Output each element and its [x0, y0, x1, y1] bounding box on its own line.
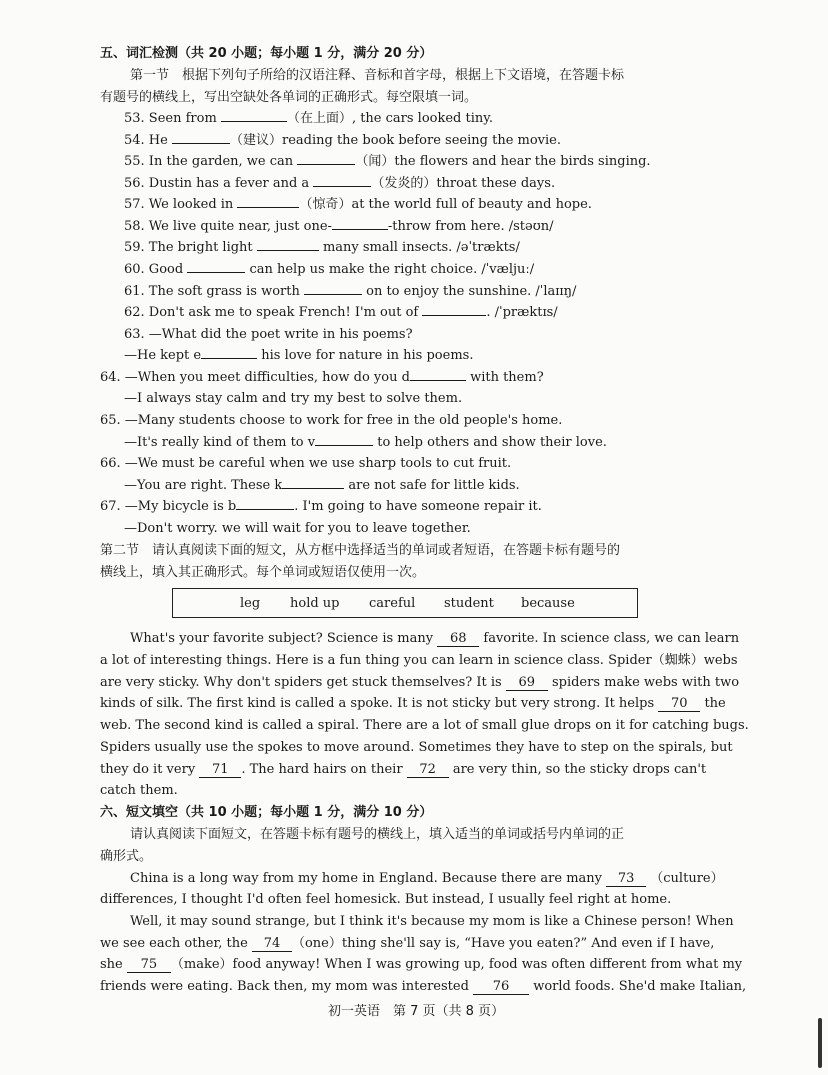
part1-instruction-line1: 第一节 根据下列句子所给的汉语注释、音标和首字母，根据上下文语境，在答题卡标: [130, 68, 625, 83]
question-55: 55. In the garden, we can （闻）the flowers and hear the birds singing.: [124, 154, 651, 169]
part1-instruction-line2: 有题号的横线上，写出空缺处各单词的正确形式。每空限填一词。: [100, 90, 478, 105]
answer-blank[interactable]: [221, 121, 287, 122]
passage1-line: kinds of silk. The first kind is called a spoke. It is not sticky but very strong. It helps 70 the: [100, 696, 726, 711]
passage2-line: she 75 （make）food anyway! When I was growing up, food was often different from what my: [100, 957, 743, 972]
question-59: 59. The bright light many small insects. /əˈtrækts/: [124, 240, 520, 255]
blank-71[interactable]: 71: [199, 763, 241, 778]
part2-instruction-line2: 横线上，填入其正确形式。每个单词或短语仅使用一次。: [100, 565, 426, 580]
passage1-line: are very sticky. Why don't spiders get stuck themselves? It is 69 spiders make webs with two: [100, 675, 740, 690]
blank-76[interactable]: 76: [473, 980, 529, 995]
answer-blank[interactable]: [422, 315, 486, 316]
question-67-reply: —Don't worry. we will wait for you to leave together.: [124, 521, 471, 536]
question-63: 63. —What did the poet write in his poems?: [124, 327, 413, 342]
answer-blank[interactable]: [187, 272, 245, 273]
question-67: 67. —My bicycle is b . I'm going to have someone repair it.: [100, 499, 542, 514]
word-bank-item: student: [444, 596, 494, 611]
answer-blank[interactable]: [313, 186, 371, 187]
question-56: 56. Dustin has a fever and a （发炎的）throat these days.: [124, 176, 556, 191]
passage1-line: Spiders usually use the spokes to move around. Sometimes they have to step on the spirals, but: [100, 740, 733, 755]
answer-blank[interactable]: [304, 294, 362, 295]
question-58: 58. We live quite near, just one- -throw from here. /stəʊn/: [124, 219, 554, 234]
question-60: 60. Good can help us make the right choice. /ˈvæljuː/: [124, 262, 535, 277]
word-bank-item: hold up: [290, 596, 340, 611]
passage2-line: we see each other, the 74 （one）thing she'll say is, “Have you eaten?” And even if I have,: [100, 936, 715, 951]
passage1-line: catch them.: [100, 783, 178, 798]
blank-70[interactable]: 70: [658, 697, 700, 712]
question-62: 62. Don't ask me to speak French! I'm out of . /ˈpræktɪs/: [124, 305, 558, 320]
question-61: 61. The soft grass is worth on to enjoy the sunshine. /ˈlaɪɪŋ/: [124, 284, 577, 299]
question-57: 57. We looked in （惊奇）at the world full of beauty and hope.: [124, 197, 592, 212]
blank-68[interactable]: 68: [437, 632, 479, 647]
section6-instruction-line2: 确形式。: [100, 849, 153, 864]
answer-blank[interactable]: [236, 509, 294, 510]
question-65: 65. —Many students choose to work for free in the old people's home.: [100, 413, 563, 428]
question-65-reply: —It's really kind of them to v to help others and show their love.: [124, 435, 607, 450]
section5-title: 五、词汇检测（共 20 小题；每小题 1 分，满分 20 分）: [100, 46, 433, 61]
blank-74[interactable]: 74: [252, 937, 292, 952]
question-64: 64. —When you meet difficulties, how do you d with them?: [100, 370, 544, 385]
blank-73[interactable]: 73: [606, 872, 646, 887]
question-64-reply: —I always stay calm and try my best to solve them.: [124, 391, 463, 406]
answer-blank[interactable]: [297, 164, 355, 165]
passage2-line: differences, I thought I'd often feel homesick. But instead, I usually feel right at home.: [100, 892, 672, 907]
answer-blank[interactable]: [315, 445, 373, 446]
answer-blank[interactable]: [237, 207, 299, 208]
passage2-line: friends were eating. Back then, my mom was interested 76 world foods. She'd make Italian,: [100, 979, 747, 994]
question-54: 54. He （建议）reading the book before seeing the movie.: [124, 133, 561, 148]
blank-75[interactable]: 75: [127, 958, 171, 973]
passage2-line: China is a long way from my home in England. Because there are many 73 （culture）: [130, 871, 724, 886]
answer-blank[interactable]: [257, 250, 319, 251]
word-bank-box: [172, 588, 638, 618]
part2-instruction-line1: 第二节 请认真阅读下面的短文，从方框中选择适当的单词或者短语，在答题卡标有题号的: [100, 543, 621, 558]
passage1-line: they do it very 71 . The hard hairs on their 72 are very thin, so the sticky drops can't: [100, 762, 707, 777]
blank-69[interactable]: 69: [506, 676, 548, 691]
passage1-line: web. The second kind is called a spiral. There are a lot of small glue drops on it for catching bugs.: [100, 718, 749, 733]
section6-instruction-line1: 请认真阅读下面短文，在答题卡标有题号的横线上，填入适当的单词或括号内单词的正: [130, 827, 625, 842]
question-63-reply: —He kept e his love for nature in his poems.: [124, 348, 474, 363]
blank-72[interactable]: 72: [407, 763, 449, 778]
passage1-line: What's your favorite subject? Science is many 68 favorite. In science class, we can learn: [130, 631, 740, 646]
answer-blank[interactable]: [201, 358, 257, 359]
question-66-reply: —You are right. These k are not safe for little kids.: [124, 478, 520, 493]
word-bank-item: because: [521, 596, 575, 611]
page-footer: 初一英语 第 7 页（共 8 页）: [328, 1004, 505, 1019]
answer-blank[interactable]: [410, 380, 466, 381]
scroll-indicator[interactable]: [818, 1018, 822, 1068]
question-53: 53. Seen from （在上面）, the cars looked tiny.: [124, 111, 494, 126]
word-bank-item: careful: [369, 596, 416, 611]
answer-blank[interactable]: [282, 488, 344, 489]
answer-blank[interactable]: [332, 229, 388, 230]
section6-title: 六、短文填空（共 10 小题；每小题 1 分，满分 10 分）: [100, 805, 433, 820]
passage2-line: Well, it may sound strange, but I think it's because my mom is like a Chinese person! When: [130, 914, 734, 929]
question-66: 66. —We must be careful when we use sharp tools to cut fruit.: [100, 456, 512, 471]
passage1-line: a lot of interesting things. Here is a fun thing you can learn in science class. Spider（蜘蛛）webs: [100, 653, 738, 668]
word-bank-item: leg: [240, 596, 261, 611]
answer-blank[interactable]: [172, 143, 230, 144]
